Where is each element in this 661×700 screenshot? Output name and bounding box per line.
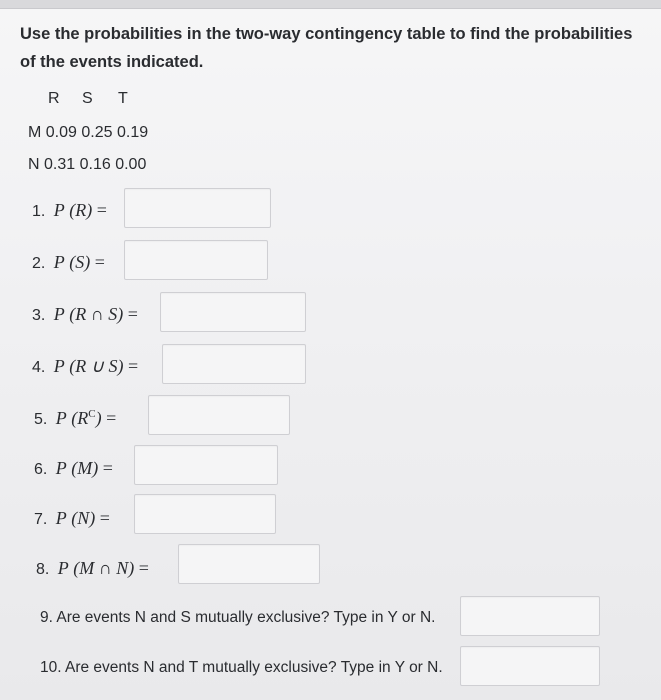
closing-paren: ) bbox=[95, 408, 102, 428]
equals-sign: = bbox=[102, 458, 113, 478]
answer-input-6[interactable] bbox=[134, 445, 278, 485]
event-expression: (M ∩ N) bbox=[73, 558, 135, 578]
question-number: 6. bbox=[34, 461, 48, 478]
question-number: 2. bbox=[32, 255, 46, 272]
question-1 bbox=[32, 200, 107, 221]
event-expression: (R ∪ S) bbox=[69, 356, 124, 376]
answer-input-4[interactable] bbox=[162, 344, 306, 384]
question-3 bbox=[32, 304, 138, 325]
equals-sign: = bbox=[99, 508, 110, 528]
table-cell-m-t: 0.19 bbox=[116, 124, 149, 141]
question-number: 1. bbox=[32, 203, 46, 220]
answer-input-3[interactable] bbox=[160, 292, 306, 332]
answer-input-8[interactable] bbox=[178, 544, 320, 584]
question-number: 8. bbox=[36, 561, 50, 578]
question-4 bbox=[32, 356, 138, 377]
probability-symbol: P bbox=[53, 304, 65, 324]
equals-sign: = bbox=[127, 304, 138, 324]
column-header-r: R bbox=[48, 90, 60, 107]
complement-superscript: C bbox=[88, 408, 96, 420]
equals-sign: = bbox=[96, 200, 107, 220]
table-row-m bbox=[28, 124, 148, 142]
column-header-t: T bbox=[118, 90, 128, 107]
row-label-m: M bbox=[28, 124, 42, 141]
table-cell-m-r: 0.09 bbox=[45, 124, 77, 141]
question-number: 5. bbox=[34, 411, 48, 428]
equals-sign: = bbox=[94, 252, 105, 272]
probability-symbol: P bbox=[53, 200, 65, 220]
event-expression: (R bbox=[71, 408, 89, 428]
equals-sign: = bbox=[106, 408, 117, 428]
question-7 bbox=[34, 508, 110, 529]
question-6 bbox=[34, 458, 113, 479]
question-5 bbox=[34, 408, 116, 429]
table-row-n bbox=[28, 156, 146, 174]
event-expression: (S) bbox=[69, 252, 91, 272]
answer-input-5[interactable] bbox=[148, 395, 290, 435]
equals-sign: = bbox=[138, 558, 149, 578]
top-divider bbox=[0, 0, 661, 9]
question-10-text: 10. Are events N and T mutually exclusive? Type in Y or N. bbox=[40, 659, 443, 676]
table-cell-m-s: 0.25 bbox=[81, 124, 113, 141]
table-cell-n-r: 0.31 bbox=[44, 156, 76, 173]
probability-symbol: P bbox=[55, 458, 67, 478]
event-expression: (R) bbox=[69, 200, 93, 220]
question-8 bbox=[36, 558, 149, 579]
probability-symbol: P bbox=[55, 508, 67, 528]
event-expression: (M) bbox=[71, 458, 99, 478]
probability-symbol: P bbox=[53, 356, 65, 376]
equals-sign: = bbox=[127, 356, 139, 376]
question-number: 3. bbox=[32, 307, 46, 324]
answer-input-1[interactable] bbox=[124, 188, 271, 228]
probability-symbol: P bbox=[53, 252, 65, 272]
question-number: 4. bbox=[32, 359, 46, 376]
probability-symbol: P bbox=[55, 408, 67, 428]
row-label-n: N bbox=[28, 156, 40, 173]
instructions-text: Use the probabilities in the two-way contingency table to find the probabilities of the events indicated. bbox=[20, 25, 633, 71]
event-expression: (R ∩ S) bbox=[69, 304, 124, 324]
table-cell-n-t: 0.00 bbox=[115, 156, 147, 173]
table-cell-n-s: 0.16 bbox=[79, 156, 111, 173]
event-expression: (N) bbox=[71, 508, 96, 528]
question-9-text: 9. Are events N and S mutually exclusive? Type in Y or N. bbox=[40, 609, 436, 626]
answer-input-9[interactable] bbox=[460, 596, 600, 636]
answer-input-7[interactable] bbox=[134, 494, 276, 534]
answer-input-10[interactable] bbox=[460, 646, 600, 686]
question-2 bbox=[32, 252, 105, 273]
answer-input-2[interactable] bbox=[124, 240, 268, 280]
question-number: 7. bbox=[34, 511, 48, 528]
column-header-s: S bbox=[82, 90, 93, 107]
probability-symbol: P bbox=[57, 558, 69, 578]
